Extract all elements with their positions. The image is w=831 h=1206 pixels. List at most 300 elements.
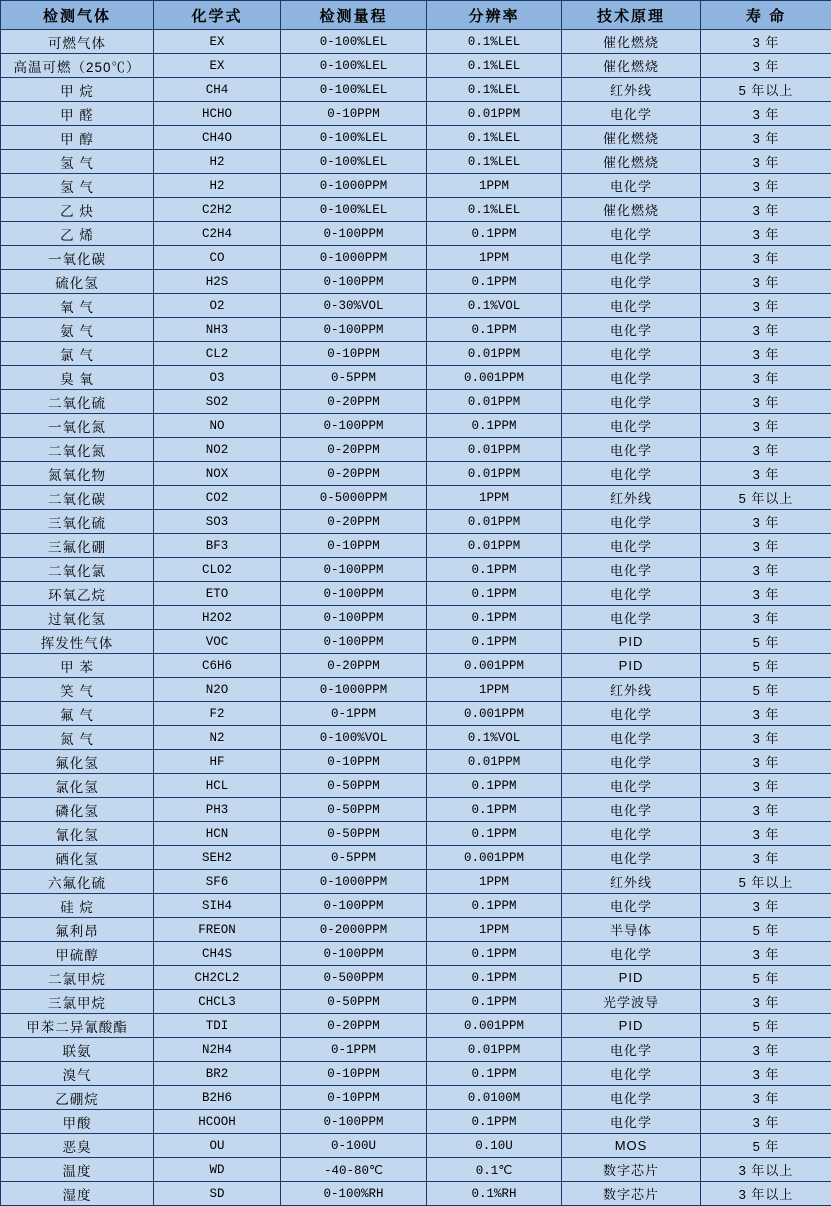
cell-gas: 氧 气 xyxy=(1,294,154,318)
cell-principle: 电化学 xyxy=(562,270,701,294)
cell-principle: 电化学 xyxy=(562,534,701,558)
cell-principle: PID xyxy=(562,966,701,990)
cell-resolution: 1PPM xyxy=(427,246,562,270)
cell-formula: NOX xyxy=(154,462,281,486)
cell-principle: 电化学 xyxy=(562,414,701,438)
cell-formula: CO xyxy=(154,246,281,270)
cell-range: -40-80℃ xyxy=(281,1158,427,1182)
column-header-lifetime: 寿 命 xyxy=(701,1,831,30)
cell-resolution: 0.1%LEL xyxy=(427,150,562,174)
cell-gas: 氯 气 xyxy=(1,342,154,366)
table-row xyxy=(1,1134,831,1158)
cell-formula: N2 xyxy=(154,726,281,750)
table-row xyxy=(1,894,831,918)
cell-resolution: 0.10U xyxy=(427,1134,562,1158)
cell-lifetime: 3 年 xyxy=(701,534,831,558)
cell-formula: NH3 xyxy=(154,318,281,342)
cell-range: 0-10PPM xyxy=(281,1086,427,1110)
cell-formula: BF3 xyxy=(154,534,281,558)
cell-range: 0-1000PPM xyxy=(281,246,427,270)
cell-range: 0-30%VOL xyxy=(281,294,427,318)
cell-range: 0-100%LEL xyxy=(281,198,427,222)
cell-resolution: 0.1%LEL xyxy=(427,78,562,102)
cell-lifetime: 3 年 xyxy=(701,246,831,270)
cell-range: 0-50PPM xyxy=(281,822,427,846)
table-row xyxy=(1,870,831,894)
cell-lifetime: 5 年 xyxy=(701,1014,831,1038)
cell-gas: 乙硼烷 xyxy=(1,1086,154,1110)
cell-gas: 臭 氧 xyxy=(1,366,154,390)
cell-range: 0-20PPM xyxy=(281,390,427,414)
cell-gas: 氮 气 xyxy=(1,726,154,750)
cell-formula: HCOOH xyxy=(154,1110,281,1134)
cell-lifetime: 3 年 xyxy=(701,558,831,582)
cell-principle: 红外线 xyxy=(562,678,701,702)
cell-formula: O3 xyxy=(154,366,281,390)
cell-resolution: 0.1PPM xyxy=(427,822,562,846)
cell-range: 0-20PPM xyxy=(281,462,427,486)
cell-formula: CLO2 xyxy=(154,558,281,582)
table-row xyxy=(1,1086,831,1110)
cell-principle: 电化学 xyxy=(562,798,701,822)
cell-resolution: 0.1%VOL xyxy=(427,726,562,750)
cell-range: 0-500PPM xyxy=(281,966,427,990)
cell-range: 0-100PPM xyxy=(281,894,427,918)
cell-formula: VOC xyxy=(154,630,281,654)
table-row xyxy=(1,678,831,702)
cell-range: 0-5PPM xyxy=(281,846,427,870)
cell-resolution: 0.1PPM xyxy=(427,558,562,582)
cell-principle: 电化学 xyxy=(562,318,701,342)
cell-lifetime: 3 年以上 xyxy=(701,1158,831,1182)
table-row xyxy=(1,1110,831,1134)
cell-gas: 氟利昂 xyxy=(1,918,154,942)
table-row xyxy=(1,366,831,390)
cell-gas: 甲 烷 xyxy=(1,78,154,102)
cell-resolution: 0.1℃ xyxy=(427,1158,562,1182)
cell-resolution: 0.1PPM xyxy=(427,798,562,822)
cell-range: 0-10PPM xyxy=(281,534,427,558)
cell-principle: 电化学 xyxy=(562,366,701,390)
cell-lifetime: 3 年 xyxy=(701,1038,831,1062)
cell-gas: 乙 烯 xyxy=(1,222,154,246)
table-row xyxy=(1,1062,831,1086)
cell-lifetime: 5 年 xyxy=(701,654,831,678)
cell-lifetime: 5 年 xyxy=(701,630,831,654)
cell-formula: N2H4 xyxy=(154,1038,281,1062)
cell-formula: HF xyxy=(154,750,281,774)
cell-range: 0-100%LEL xyxy=(281,30,427,54)
cell-gas: 湿度 xyxy=(1,1182,154,1206)
cell-range: 0-50PPM xyxy=(281,798,427,822)
table-row xyxy=(1,750,831,774)
cell-resolution: 0.1PPM xyxy=(427,774,562,798)
cell-gas: 甲酸 xyxy=(1,1110,154,1134)
cell-lifetime: 3 年 xyxy=(701,1086,831,1110)
cell-formula: FREON xyxy=(154,918,281,942)
table-row xyxy=(1,606,831,630)
cell-range: 0-100%LEL xyxy=(281,126,427,150)
cell-gas: 六氟化硫 xyxy=(1,870,154,894)
cell-range: 0-100PPM xyxy=(281,318,427,342)
cell-principle: MOS xyxy=(562,1134,701,1158)
cell-range: 0-20PPM xyxy=(281,438,427,462)
cell-lifetime: 3 年 xyxy=(701,510,831,534)
cell-gas: 二氯甲烷 xyxy=(1,966,154,990)
cell-principle: 电化学 xyxy=(562,726,701,750)
table-row xyxy=(1,942,831,966)
cell-resolution: 0.1PPM xyxy=(427,222,562,246)
table-row xyxy=(1,150,831,174)
cell-formula: SIH4 xyxy=(154,894,281,918)
cell-gas: 挥发性气体 xyxy=(1,630,154,654)
cell-gas: 可燃气体 xyxy=(1,30,154,54)
cell-formula: B2H6 xyxy=(154,1086,281,1110)
cell-principle: 电化学 xyxy=(562,942,701,966)
cell-range: 0-100%RH xyxy=(281,1182,427,1206)
cell-formula: TDI xyxy=(154,1014,281,1038)
cell-principle: 催化燃烧 xyxy=(562,150,701,174)
cell-gas: 三氧化硫 xyxy=(1,510,154,534)
cell-formula: SO2 xyxy=(154,390,281,414)
cell-range: 0-1000PPM xyxy=(281,174,427,198)
table-row xyxy=(1,174,831,198)
cell-gas: 氰化氢 xyxy=(1,822,154,846)
cell-lifetime: 5 年 xyxy=(701,918,831,942)
cell-lifetime: 3 年 xyxy=(701,726,831,750)
cell-principle: 光学波导 xyxy=(562,990,701,1014)
cell-lifetime: 3 年 xyxy=(701,198,831,222)
cell-resolution: 0.1PPM xyxy=(427,942,562,966)
cell-gas: 二氧化硫 xyxy=(1,390,154,414)
cell-formula: CH2CL2 xyxy=(154,966,281,990)
cell-range: 0-20PPM xyxy=(281,1014,427,1038)
cell-formula: EX xyxy=(154,30,281,54)
cell-resolution: 0.001PPM xyxy=(427,1014,562,1038)
cell-lifetime: 3 年 xyxy=(701,366,831,390)
cell-resolution: 1PPM xyxy=(427,918,562,942)
cell-gas: 氨 气 xyxy=(1,318,154,342)
column-header-principle: 技术原理 xyxy=(562,1,701,30)
table-row xyxy=(1,126,831,150)
table-row xyxy=(1,558,831,582)
table-row xyxy=(1,774,831,798)
table-header xyxy=(1,1,831,30)
cell-resolution: 0.01PPM xyxy=(427,342,562,366)
cell-lifetime: 3 年 xyxy=(701,270,831,294)
cell-principle: PID xyxy=(562,630,701,654)
cell-range: 0-100%LEL xyxy=(281,78,427,102)
table-row xyxy=(1,798,831,822)
cell-range: 0-100PPM xyxy=(281,558,427,582)
cell-lifetime: 3 年 xyxy=(701,1110,831,1134)
cell-principle: 电化学 xyxy=(562,438,701,462)
cell-resolution: 1PPM xyxy=(427,870,562,894)
cell-formula: H2S xyxy=(154,270,281,294)
cell-resolution: 0.01PPM xyxy=(427,102,562,126)
cell-range: 0-100PPM xyxy=(281,942,427,966)
cell-resolution: 0.1%VOL xyxy=(427,294,562,318)
cell-principle: 电化学 xyxy=(562,582,701,606)
cell-lifetime: 3 年 xyxy=(701,30,831,54)
cell-resolution: 0.1PPM xyxy=(427,270,562,294)
cell-principle: 电化学 xyxy=(562,1038,701,1062)
cell-formula: CH4 xyxy=(154,78,281,102)
cell-range: 0-100PPM xyxy=(281,1110,427,1134)
cell-principle: 电化学 xyxy=(562,558,701,582)
cell-lifetime: 3 年 xyxy=(701,822,831,846)
table-row xyxy=(1,534,831,558)
cell-formula: ETO xyxy=(154,582,281,606)
cell-gas: 硅 烷 xyxy=(1,894,154,918)
table-row xyxy=(1,270,831,294)
cell-formula: SD xyxy=(154,1182,281,1206)
cell-range: 0-100PPM xyxy=(281,270,427,294)
cell-gas: 磷化氢 xyxy=(1,798,154,822)
column-header-range: 检测量程 xyxy=(281,1,427,30)
cell-principle: 电化学 xyxy=(562,222,701,246)
cell-lifetime: 3 年 xyxy=(701,942,831,966)
cell-principle: 催化燃烧 xyxy=(562,126,701,150)
cell-gas: 过氧化氢 xyxy=(1,606,154,630)
cell-lifetime: 3 年 xyxy=(701,414,831,438)
cell-resolution: 0.001PPM xyxy=(427,654,562,678)
cell-range: 0-100%LEL xyxy=(281,54,427,78)
cell-gas: 三氟化硼 xyxy=(1,534,154,558)
cell-range: 0-2000PPM xyxy=(281,918,427,942)
table-row xyxy=(1,342,831,366)
cell-resolution: 0.1%RH xyxy=(427,1182,562,1206)
cell-principle: 电化学 xyxy=(562,510,701,534)
column-header-resolution: 分辨率 xyxy=(427,1,562,30)
cell-lifetime: 3 年 xyxy=(701,990,831,1014)
cell-formula: HCHO xyxy=(154,102,281,126)
cell-formula: HCL xyxy=(154,774,281,798)
cell-resolution: 0.01PPM xyxy=(427,438,562,462)
cell-formula: CH4O xyxy=(154,126,281,150)
cell-lifetime: 5 年以上 xyxy=(701,486,831,510)
cell-resolution: 0.01PPM xyxy=(427,750,562,774)
cell-lifetime: 3 年 xyxy=(701,222,831,246)
cell-principle: 电化学 xyxy=(562,102,701,126)
cell-lifetime: 5 年 xyxy=(701,678,831,702)
table-row xyxy=(1,246,831,270)
cell-gas: 乙 炔 xyxy=(1,198,154,222)
table-row xyxy=(1,78,831,102)
cell-formula: C2H2 xyxy=(154,198,281,222)
cell-principle: 电化学 xyxy=(562,1110,701,1134)
cell-principle: 电化学 xyxy=(562,822,701,846)
cell-lifetime: 3 年以上 xyxy=(701,1182,831,1206)
table-body xyxy=(1,30,831,1206)
cell-gas: 温度 xyxy=(1,1158,154,1182)
cell-gas: 甲 醛 xyxy=(1,102,154,126)
cell-formula: HCN xyxy=(154,822,281,846)
cell-range: 0-1PPM xyxy=(281,1038,427,1062)
cell-resolution: 0.1PPM xyxy=(427,1062,562,1086)
cell-formula: CH4S xyxy=(154,942,281,966)
cell-gas: 氮氧化物 xyxy=(1,462,154,486)
cell-gas: 二氧化氮 xyxy=(1,438,154,462)
cell-formula: SF6 xyxy=(154,870,281,894)
cell-lifetime: 5 年 xyxy=(701,1134,831,1158)
cell-gas: 甲苯二异氰酸酯 xyxy=(1,1014,154,1038)
cell-formula: C2H4 xyxy=(154,222,281,246)
cell-resolution: 0.001PPM xyxy=(427,366,562,390)
cell-range: 0-20PPM xyxy=(281,510,427,534)
cell-resolution: 0.1PPM xyxy=(427,582,562,606)
cell-resolution: 0.1PPM xyxy=(427,606,562,630)
cell-formula: WD xyxy=(154,1158,281,1182)
cell-principle: 红外线 xyxy=(562,486,701,510)
table-row xyxy=(1,222,831,246)
cell-range: 0-100%VOL xyxy=(281,726,427,750)
table-row xyxy=(1,654,831,678)
cell-formula: CHCL3 xyxy=(154,990,281,1014)
cell-principle: 催化燃烧 xyxy=(562,198,701,222)
table-row xyxy=(1,1158,831,1182)
cell-principle: 电化学 xyxy=(562,774,701,798)
cell-lifetime: 3 年 xyxy=(701,702,831,726)
cell-lifetime: 3 年 xyxy=(701,462,831,486)
table-row xyxy=(1,990,831,1014)
cell-principle: 催化燃烧 xyxy=(562,54,701,78)
cell-gas: 硒化氢 xyxy=(1,846,154,870)
cell-principle: 红外线 xyxy=(562,870,701,894)
cell-resolution: 0.1PPM xyxy=(427,630,562,654)
cell-gas: 恶臭 xyxy=(1,1134,154,1158)
cell-principle: 电化学 xyxy=(562,342,701,366)
cell-gas: 联氨 xyxy=(1,1038,154,1062)
cell-lifetime: 3 年 xyxy=(701,582,831,606)
column-header-gas: 检测气体 xyxy=(1,1,154,30)
cell-gas: 二氧化碳 xyxy=(1,486,154,510)
cell-lifetime: 3 年 xyxy=(701,894,831,918)
cell-gas: 氟 气 xyxy=(1,702,154,726)
cell-principle: PID xyxy=(562,654,701,678)
cell-range: 0-100U xyxy=(281,1134,427,1158)
cell-gas: 三氯甲烷 xyxy=(1,990,154,1014)
cell-resolution: 0.0100M xyxy=(427,1086,562,1110)
cell-gas: 环氧乙烷 xyxy=(1,582,154,606)
cell-resolution: 0.1PPM xyxy=(427,414,562,438)
cell-formula: C6H6 xyxy=(154,654,281,678)
cell-lifetime: 5 年以上 xyxy=(701,78,831,102)
cell-gas: 甲硫醇 xyxy=(1,942,154,966)
cell-principle: 电化学 xyxy=(562,390,701,414)
cell-principle: 电化学 xyxy=(562,294,701,318)
cell-resolution: 0.1PPM xyxy=(427,318,562,342)
cell-range: 0-10PPM xyxy=(281,342,427,366)
cell-gas: 硫化氢 xyxy=(1,270,154,294)
cell-range: 0-100PPM xyxy=(281,582,427,606)
cell-gas: 氟化氢 xyxy=(1,750,154,774)
cell-resolution: 0.1PPM xyxy=(427,990,562,1014)
cell-principle: 电化学 xyxy=(562,894,701,918)
cell-resolution: 0.1%LEL xyxy=(427,54,562,78)
cell-resolution: 1PPM xyxy=(427,678,562,702)
cell-formula: NO xyxy=(154,414,281,438)
cell-lifetime: 5 年以上 xyxy=(701,870,831,894)
cell-principle: 催化燃烧 xyxy=(562,30,701,54)
cell-principle: 电化学 xyxy=(562,606,701,630)
cell-gas: 氢 气 xyxy=(1,150,154,174)
cell-range: 0-50PPM xyxy=(281,774,427,798)
cell-lifetime: 3 年 xyxy=(701,390,831,414)
cell-formula: CO2 xyxy=(154,486,281,510)
cell-range: 0-50PPM xyxy=(281,990,427,1014)
cell-gas: 二氧化氯 xyxy=(1,558,154,582)
cell-principle: PID xyxy=(562,1014,701,1038)
cell-resolution: 0.001PPM xyxy=(427,702,562,726)
cell-principle: 电化学 xyxy=(562,246,701,270)
cell-lifetime: 3 年 xyxy=(701,102,831,126)
table-row xyxy=(1,846,831,870)
cell-resolution: 0.1%LEL xyxy=(427,198,562,222)
cell-lifetime: 3 年 xyxy=(701,438,831,462)
table-row xyxy=(1,462,831,486)
cell-formula: BR2 xyxy=(154,1062,281,1086)
cell-range: 0-100PPM xyxy=(281,630,427,654)
cell-gas: 溴气 xyxy=(1,1062,154,1086)
cell-gas: 甲 苯 xyxy=(1,654,154,678)
cell-lifetime: 3 年 xyxy=(701,342,831,366)
cell-lifetime: 5 年 xyxy=(701,966,831,990)
cell-formula: N2O xyxy=(154,678,281,702)
table-row xyxy=(1,102,831,126)
cell-range: 0-5PPM xyxy=(281,366,427,390)
cell-range: 0-1000PPM xyxy=(281,678,427,702)
cell-range: 0-1000PPM xyxy=(281,870,427,894)
cell-formula: CL2 xyxy=(154,342,281,366)
table-header-row xyxy=(1,1,831,30)
table-row xyxy=(1,438,831,462)
table-row xyxy=(1,510,831,534)
cell-lifetime: 3 年 xyxy=(701,798,831,822)
cell-resolution: 0.01PPM xyxy=(427,534,562,558)
table-row xyxy=(1,198,831,222)
cell-principle: 电化学 xyxy=(562,1062,701,1086)
cell-formula: SEH2 xyxy=(154,846,281,870)
cell-range: 0-100%LEL xyxy=(281,150,427,174)
cell-resolution: 0.1PPM xyxy=(427,894,562,918)
cell-resolution: 0.01PPM xyxy=(427,462,562,486)
cell-lifetime: 3 年 xyxy=(701,174,831,198)
table-row xyxy=(1,966,831,990)
column-header-formula: 化学式 xyxy=(154,1,281,30)
cell-principle: 电化学 xyxy=(562,846,701,870)
table-row xyxy=(1,726,831,750)
table-row xyxy=(1,582,831,606)
cell-lifetime: 3 年 xyxy=(701,750,831,774)
cell-range: 0-100PPM xyxy=(281,222,427,246)
table-row xyxy=(1,30,831,54)
cell-lifetime: 3 年 xyxy=(701,54,831,78)
cell-lifetime: 3 年 xyxy=(701,318,831,342)
table-row xyxy=(1,630,831,654)
cell-range: 0-100PPM xyxy=(281,414,427,438)
cell-resolution: 0.01PPM xyxy=(427,510,562,534)
cell-formula: F2 xyxy=(154,702,281,726)
cell-range: 0-20PPM xyxy=(281,654,427,678)
cell-lifetime: 3 年 xyxy=(701,774,831,798)
cell-formula: H2 xyxy=(154,174,281,198)
table-row xyxy=(1,54,831,78)
cell-resolution: 0.1PPM xyxy=(427,1110,562,1134)
cell-lifetime: 3 年 xyxy=(701,846,831,870)
cell-formula: O2 xyxy=(154,294,281,318)
cell-principle: 电化学 xyxy=(562,462,701,486)
